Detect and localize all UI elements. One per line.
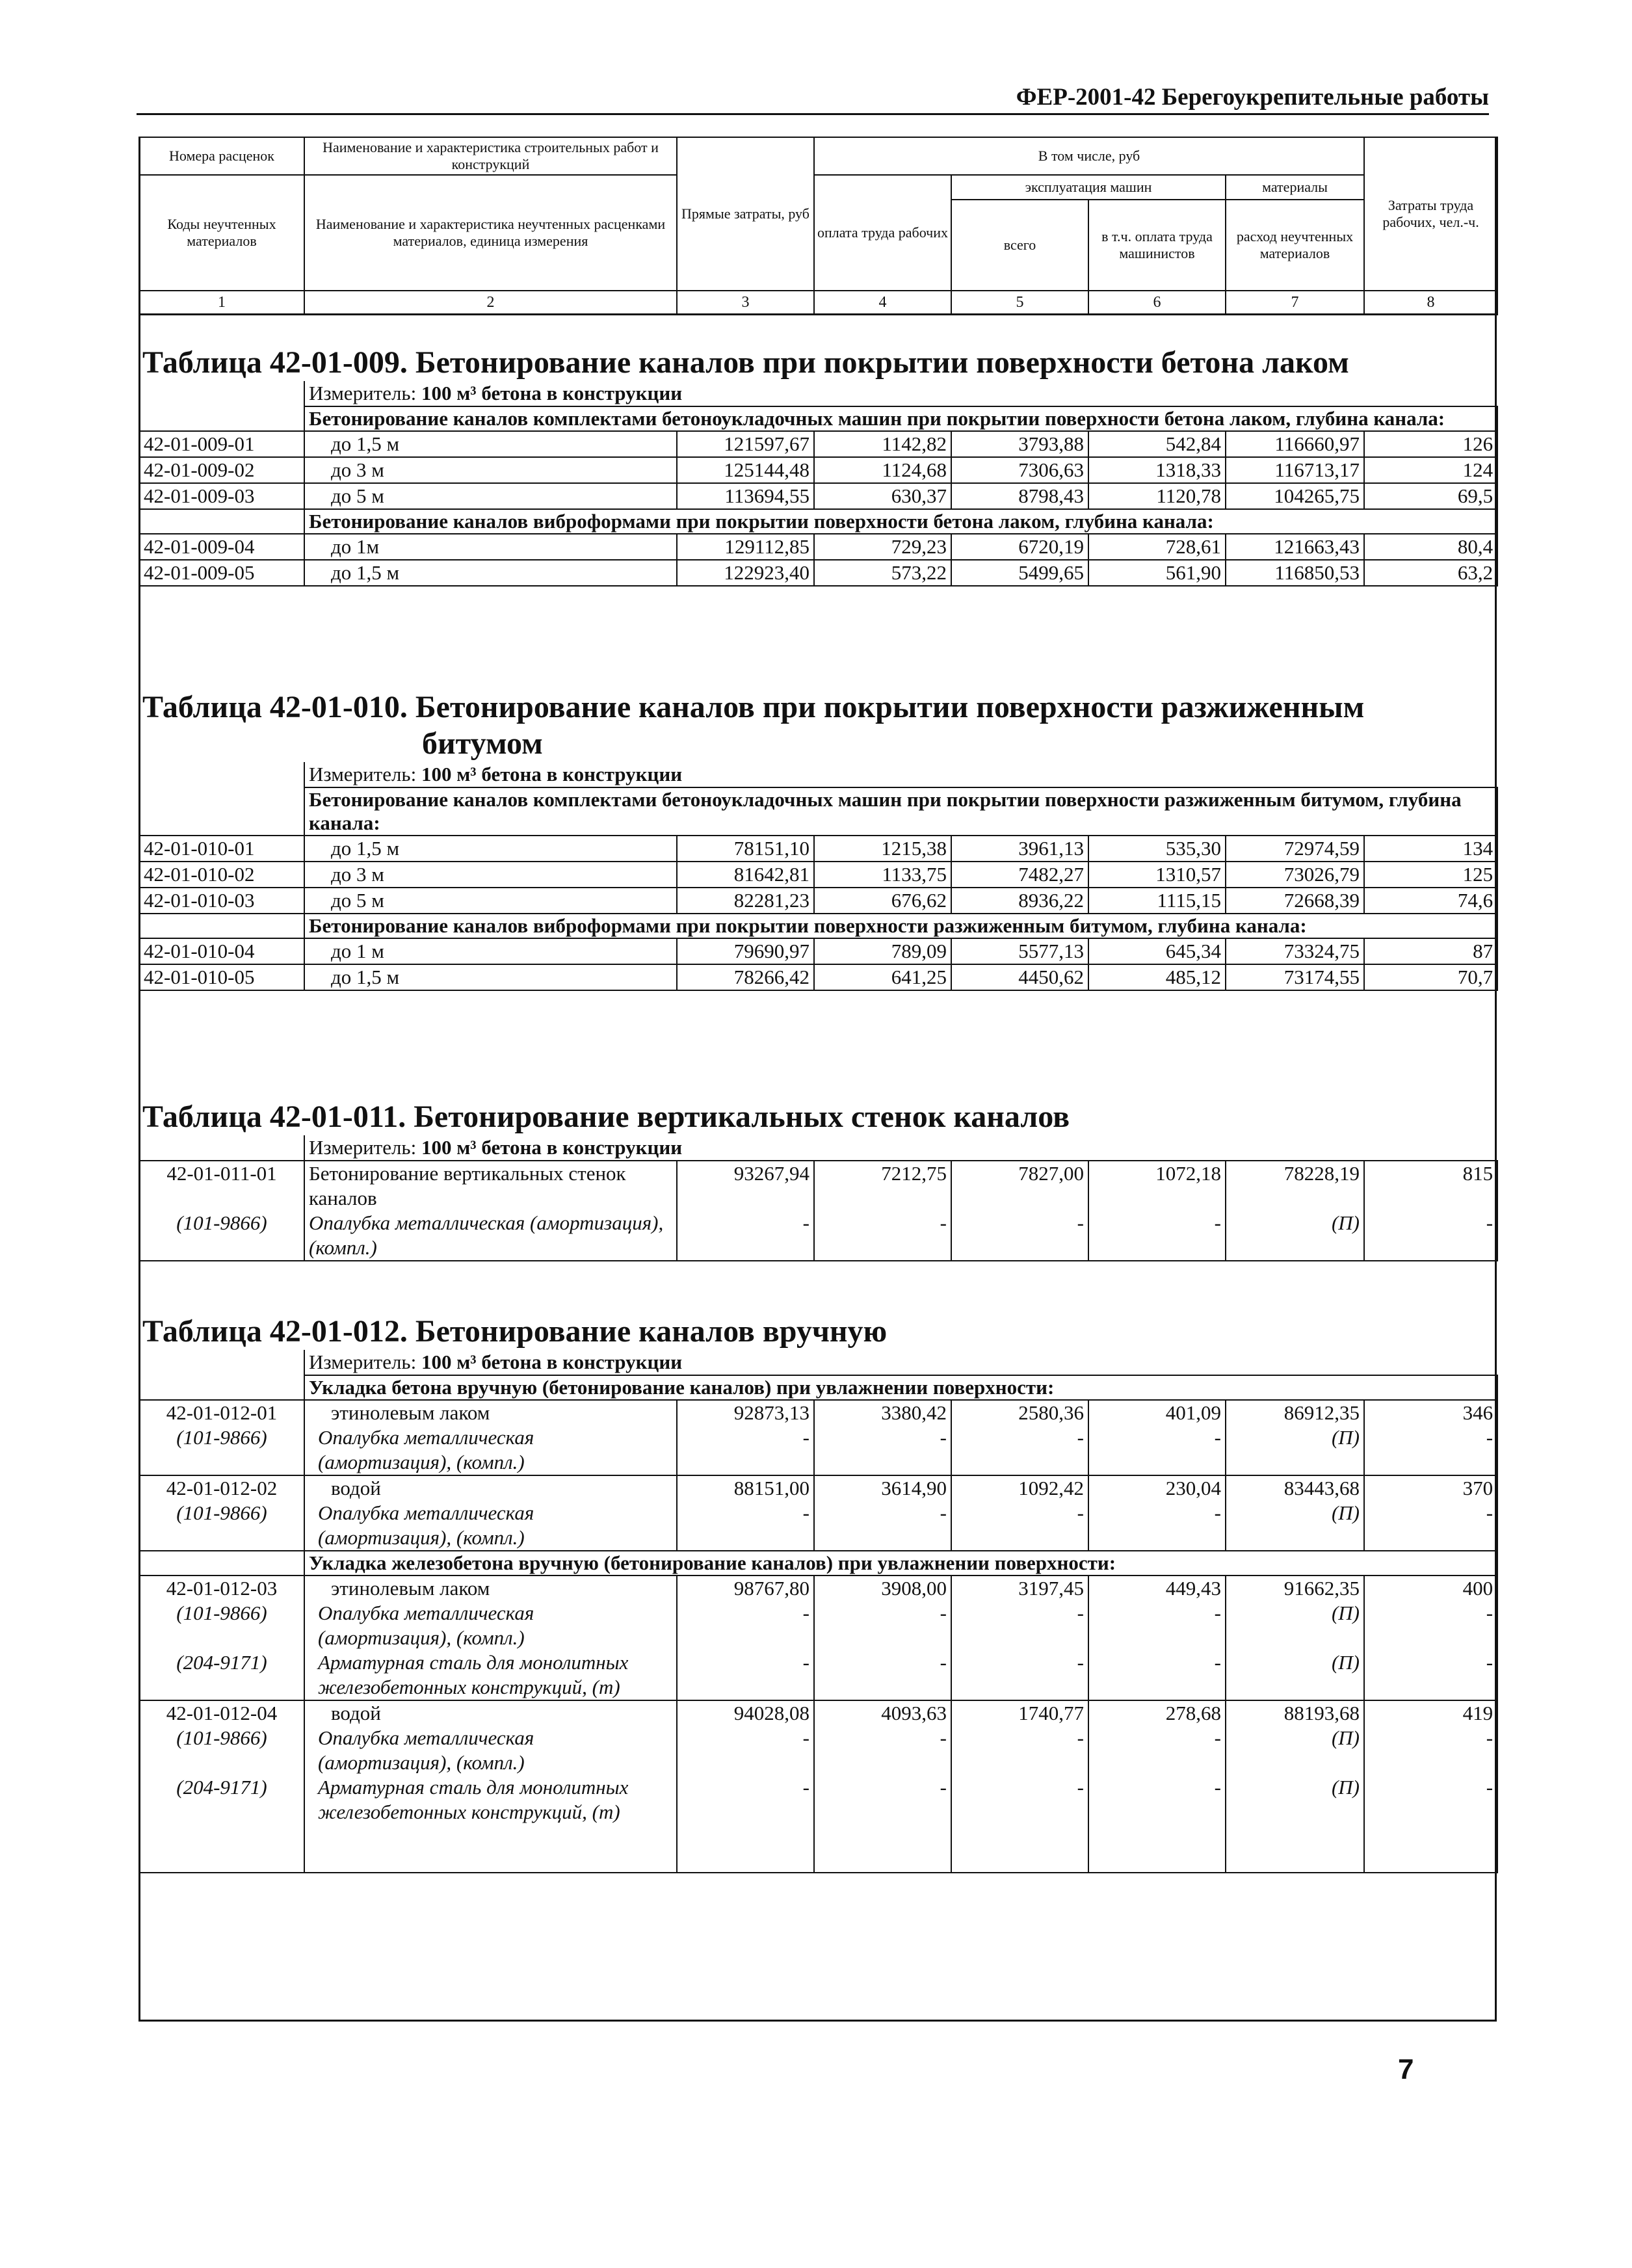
table-cell: - [1088, 1726, 1226, 1775]
table-cell: 419 [1364, 1700, 1497, 1726]
table-cell: 78151,10 [677, 836, 814, 862]
group-caption: Бетонирование каналов комплектами бетоноукладочных машин при покрытии поверхности бетона лаком, глубина канала: [304, 406, 1497, 431]
header-col3: Прямые затраты, руб [677, 137, 814, 291]
table-cell: до 1,5 м [304, 560, 677, 586]
table-cell: 91662,35 [1226, 1576, 1364, 1601]
table-row [139, 1576, 1497, 1601]
meter: Измеритель: 100 м³ бетона в конструкции [304, 762, 1497, 787]
table-cell: 3197,45 [951, 1576, 1088, 1601]
table-cell: 72974,59 [1226, 836, 1364, 862]
table-cell: - [951, 1775, 1088, 1873]
table-cell: 72668,39 [1226, 888, 1364, 914]
table-cell: 125144,48 [677, 457, 814, 483]
table-row [139, 862, 1497, 888]
table-cell: 230,04 [1088, 1475, 1226, 1501]
table-cell: - [1088, 1650, 1226, 1700]
table-cell: (101-9866) [139, 1211, 304, 1261]
data-table [138, 762, 1498, 991]
meter: Измеритель: 100 м³ бетона в конструкции [304, 1135, 1497, 1161]
table-cell: 92873,13 [677, 1400, 814, 1425]
table-cell: 3793,88 [951, 431, 1088, 457]
table-row [139, 1425, 1497, 1475]
table-row [139, 1700, 1497, 1726]
table-title: Таблица 42-01-012. Бетонирование каналов вручную [142, 1314, 888, 1349]
page-number: 7 [1398, 2053, 1414, 2085]
table-cell: - [814, 1601, 951, 1650]
meter: Измеритель: 100 м³ бетона в конструкции [304, 1350, 1497, 1375]
table-cell: - [1364, 1775, 1497, 1873]
table-cell: 63,2 [1364, 560, 1497, 586]
table-cell: 3380,42 [814, 1400, 951, 1425]
table-cell: (101-9866) [139, 1601, 304, 1650]
table-row [139, 1161, 1497, 1211]
table-cell [139, 1350, 304, 1375]
table-cell: 134 [1364, 836, 1497, 862]
table-cell: (101-9866) [139, 1726, 304, 1775]
table-cell: - [951, 1726, 1088, 1775]
table-cell: 42-01-010-02 [139, 862, 304, 888]
table-cell: (П) [1226, 1601, 1364, 1650]
table-cell: 573,22 [814, 560, 951, 586]
table-cell: 121597,67 [677, 431, 814, 457]
table-cell: этинолевым лаком [304, 1400, 677, 1425]
table-cell: 1318,33 [1088, 457, 1226, 483]
table-cell: (101-9866) [139, 1501, 304, 1551]
table-cell: 94028,08 [677, 1700, 814, 1726]
header-col2-bottom: Наименование и характеристика неучтенных расценками материалов, единица измерения [304, 175, 677, 291]
table-cell: 42-01-010-01 [139, 836, 304, 862]
group-caption: Бетонирование каналов комплектами бетоноукладочных машин при покрытии поверхности разжиженным битумом, глубина канала: [304, 787, 1497, 836]
table-cell: 3908,00 [814, 1576, 951, 1601]
table-row [139, 457, 1497, 483]
table-cell: Опалубка металлическая (амортизация), (компл.) [304, 1726, 677, 1775]
table-cell: 7482,27 [951, 862, 1088, 888]
table-cell: 124 [1364, 457, 1497, 483]
table-cell: 42-01-012-03 [139, 1576, 304, 1601]
table-cell: 3961,13 [951, 836, 1088, 862]
table-cell: до 1 м [304, 938, 677, 964]
table-cell: 116713,17 [1226, 457, 1364, 483]
col-num-7: 7 [1226, 291, 1364, 315]
table-cell: (204-9171) [139, 1775, 304, 1873]
table-cell: 113694,55 [677, 483, 814, 509]
table-cell: 630,37 [814, 483, 951, 509]
table-row [139, 1475, 1497, 1501]
table-title: Таблица 42-01-010. Бетонирование каналов при покрытии поверхности разжиженным битумом [142, 690, 1365, 761]
table-cell: 400 [1364, 1576, 1497, 1601]
table-cell: 1142,82 [814, 431, 951, 457]
col-num-1: 1 [139, 291, 304, 315]
table-row [139, 1775, 1497, 1873]
table-cell: - [951, 1425, 1088, 1475]
table-cell: до 3 м [304, 457, 677, 483]
table-cell: 42-01-009-02 [139, 457, 304, 483]
table-cell: - [1364, 1601, 1497, 1650]
table-cell: этинолевым лаком [304, 1576, 677, 1601]
table-cell: 104265,75 [1226, 483, 1364, 509]
table-cell: - [1364, 1425, 1497, 1475]
col-num-3: 3 [677, 291, 814, 315]
table-cell: 485,12 [1088, 964, 1226, 990]
table-cell: 74,6 [1364, 888, 1497, 914]
table-cell: 42-01-010-05 [139, 964, 304, 990]
table-cell: 116850,53 [1226, 560, 1364, 586]
table-42-01-011 [138, 1099, 1497, 1261]
table-row [139, 888, 1497, 914]
table-cell: 789,09 [814, 938, 951, 964]
group-caption: Укладка железобетона вручную (бетонирование каналов) при увлажнении поверхности: [304, 1551, 1497, 1576]
group-caption: Укладка бетона вручную (бетонирование каналов) при увлажнении поверхности: [304, 1375, 1497, 1400]
table-cell: до 1,5 м [304, 964, 677, 990]
table-cell: - [814, 1211, 951, 1261]
table-cell: 122923,40 [677, 560, 814, 586]
table-row [139, 1211, 1497, 1261]
table-cell: 42-01-012-01 [139, 1400, 304, 1425]
table-cell: 278,68 [1088, 1700, 1226, 1726]
table-cell: (П) [1226, 1425, 1364, 1475]
table-cell: - [1088, 1775, 1226, 1873]
table-cell: Арматурная сталь для монолитных железобетонных конструкций, (т) [304, 1650, 677, 1700]
table-cell: Опалубка металлическая (амортизация), (компл.) [304, 1501, 677, 1551]
table-cell: (П) [1226, 1775, 1364, 1873]
table-cell: 42-01-012-02 [139, 1475, 304, 1501]
meter: Измеритель: 100 м³ бетона в конструкции [304, 381, 1497, 406]
group-caption: Бетонирование каналов виброформами при покрытии поверхности бетона лаком, глубина канала: [304, 509, 1497, 534]
table-cell: 1310,57 [1088, 862, 1226, 888]
table-cell: 728,61 [1088, 534, 1226, 560]
group-caption: Бетонирование каналов виброформами при покрытии поверхности разжиженным битумом, глубина канала: [304, 914, 1497, 938]
table-cell [139, 762, 304, 787]
table-cell: 93267,94 [677, 1161, 814, 1211]
header-col1-bottom: Коды неучтенных материалов [139, 175, 304, 291]
table-cell: (П) [1226, 1726, 1364, 1775]
table-cell: - [1364, 1726, 1497, 1775]
table-cell: 88193,68 [1226, 1700, 1364, 1726]
table-cell: 78228,19 [1226, 1161, 1364, 1211]
table-cell: 1133,75 [814, 862, 951, 888]
header-col6: в т.ч. оплата труда машинистов [1088, 200, 1226, 291]
table-cell: 2580,36 [951, 1400, 1088, 1425]
table-cell: 815 [1364, 1161, 1497, 1211]
table-cell: - [677, 1650, 814, 1700]
table-cell [139, 381, 304, 406]
table-cell: 87 [1364, 938, 1497, 964]
table-cell: 346 [1364, 1400, 1497, 1425]
header-col2-top: Наименование и характеристика строительных работ и конструкций [304, 137, 677, 175]
table-cell: Арматурная сталь для монолитных железобетонных конструкций, (т) [304, 1775, 677, 1873]
table-title: Таблица 42-01-009. Бетонирование каналов при покрытии поверхности бетона лаком [142, 345, 1349, 380]
table-cell: 7306,63 [951, 457, 1088, 483]
table-cell: - [1364, 1501, 1497, 1551]
table-cell: - [677, 1601, 814, 1650]
table-cell: - [1364, 1650, 1497, 1700]
table-cell: - [677, 1501, 814, 1551]
header-group: В том числе, руб [814, 137, 1364, 175]
table-cell: Бетонирование вертикальных стенок каналов [304, 1161, 677, 1211]
table-cell: - [951, 1501, 1088, 1551]
col-num-6: 6 [1088, 291, 1226, 315]
table-cell: 73324,75 [1226, 938, 1364, 964]
table-cell: 449,43 [1088, 1576, 1226, 1601]
table-cell: 125 [1364, 862, 1497, 888]
table-cell: 42-01-010-03 [139, 888, 304, 914]
table-cell: до 3 м [304, 862, 677, 888]
table-cell: 1120,78 [1088, 483, 1226, 509]
table-cell: (204-9171) [139, 1650, 304, 1700]
table-42-01-009 [138, 345, 1497, 587]
col-num-2: 2 [304, 291, 677, 315]
data-table [138, 1135, 1498, 1261]
table-cell: 70,7 [1364, 964, 1497, 990]
table-cell: 79690,97 [677, 938, 814, 964]
table-cell: 641,25 [814, 964, 951, 990]
table-cell: - [1088, 1425, 1226, 1475]
table-cell: 401,09 [1088, 1400, 1226, 1425]
table-cell: - [814, 1501, 951, 1551]
table-cell: (П) [1226, 1501, 1364, 1551]
table-cell: 78266,42 [677, 964, 814, 990]
table-cell: 42-01-009-01 [139, 431, 304, 457]
table-cell: (101-9866) [139, 1425, 304, 1475]
col-num-8: 8 [1364, 291, 1497, 315]
table-cell: 1740,77 [951, 1700, 1088, 1726]
table-title: Таблица 42-01-011. Бетонирование вертикальных стенок каналов [142, 1100, 1070, 1134]
table-cell: 3614,90 [814, 1475, 951, 1501]
table-cell: - [814, 1775, 951, 1873]
table-row [139, 560, 1497, 586]
data-table [138, 1350, 1498, 1873]
table-cell: 83443,68 [1226, 1475, 1364, 1501]
table-cell: водой [304, 1700, 677, 1726]
table-cell [139, 1375, 304, 1400]
table-cell: Опалубка металлическая (амортизация), (компл.) [304, 1211, 677, 1261]
header-col8: Затраты труда рабочих, чел.-ч. [1364, 137, 1497, 291]
table-cell: 1215,38 [814, 836, 951, 862]
table-row [139, 483, 1497, 509]
table-cell: 676,62 [814, 888, 951, 914]
table-cell: до 1,5 м [304, 431, 677, 457]
table-cell: - [1088, 1501, 1226, 1551]
table-cell: до 5 м [304, 483, 677, 509]
table-cell: - [814, 1726, 951, 1775]
table-cell: - [814, 1650, 951, 1700]
table-cell: 69,5 [1364, 483, 1497, 509]
table-cell: - [951, 1601, 1088, 1650]
table-cell: 42-01-009-04 [139, 534, 304, 560]
table-cell: 645,34 [1088, 938, 1226, 964]
table-cell: до 1,5 м [304, 836, 677, 862]
table-cell: 121663,43 [1226, 534, 1364, 560]
header-machines: эксплуатация машин [951, 175, 1226, 200]
header-col7: расход неучтенных материалов [1226, 200, 1364, 291]
table-cell: 4093,63 [814, 1700, 951, 1726]
table-cell: 82281,23 [677, 888, 814, 914]
table-cell: 73026,79 [1226, 862, 1364, 888]
table-row [139, 534, 1497, 560]
table-cell: 42-01-009-05 [139, 560, 304, 586]
table-cell: 88151,00 [677, 1475, 814, 1501]
table-cell: до 1м [304, 534, 677, 560]
col-num-5: 5 [951, 291, 1088, 315]
table-cell: 7827,00 [951, 1161, 1088, 1211]
table-cell: 129112,85 [677, 534, 814, 560]
table-row [139, 836, 1497, 862]
header-col5: всего [951, 200, 1088, 291]
table-cell: 1072,18 [1088, 1161, 1226, 1211]
table-cell: 542,84 [1088, 431, 1226, 457]
table-cell: (П) [1226, 1650, 1364, 1700]
table-cell: 42-01-011-01 [139, 1161, 304, 1211]
table-cell: 8936,22 [951, 888, 1088, 914]
table-cell: 370 [1364, 1475, 1497, 1501]
table-cell: 5499,65 [951, 560, 1088, 586]
table-cell: - [951, 1650, 1088, 1700]
table-cell [139, 914, 304, 938]
table-cell: водой [304, 1475, 677, 1501]
table-42-01-010 [138, 689, 1497, 991]
table-cell: 81642,81 [677, 862, 814, 888]
table-cell: 80,4 [1364, 534, 1497, 560]
table-cell [139, 1135, 304, 1161]
table-cell: - [677, 1726, 814, 1775]
table-cell: 6720,19 [951, 534, 1088, 560]
header-col4: оплата труда рабочих [814, 175, 951, 291]
table-cell: 42-01-010-04 [139, 938, 304, 964]
table-cell [139, 509, 304, 534]
table-row [139, 1501, 1497, 1551]
data-table [138, 381, 1498, 587]
table-row [139, 1601, 1497, 1650]
table-cell: - [677, 1775, 814, 1873]
table-cell: Опалубка металлическая (амортизация), (компл.) [304, 1425, 677, 1475]
table-cell: - [677, 1425, 814, 1475]
document-title: ФЕР-2001-42 Берегоукрепительные работы [1016, 84, 1489, 111]
table-cell: 42-01-012-04 [139, 1700, 304, 1726]
table-cell: 729,23 [814, 534, 951, 560]
table-cell: 561,90 [1088, 560, 1226, 586]
table-cell: до 5 м [304, 888, 677, 914]
table-cell: 98767,80 [677, 1576, 814, 1601]
table-cell: 86912,35 [1226, 1400, 1364, 1425]
table-cell: - [1088, 1211, 1226, 1261]
table-cell: 73174,55 [1226, 964, 1364, 990]
table-cell: - [1364, 1211, 1497, 1261]
table-cell: 7212,75 [814, 1161, 951, 1211]
table-cell: - [951, 1211, 1088, 1261]
table-cell: - [1088, 1601, 1226, 1650]
col-num-4: 4 [814, 291, 951, 315]
table-cell [139, 406, 304, 431]
table-cell [139, 787, 304, 836]
table-row [139, 1400, 1497, 1425]
table-row [139, 431, 1497, 457]
table-row [139, 964, 1497, 990]
table-cell: - [814, 1425, 951, 1475]
table-row [139, 938, 1497, 964]
table-cell: 126 [1364, 431, 1497, 457]
table-cell: 8798,43 [951, 483, 1088, 509]
table-cell: - [677, 1211, 814, 1261]
column-header-table [138, 137, 1498, 315]
table-cell: 1092,42 [951, 1475, 1088, 1501]
page-header [137, 83, 1489, 115]
table-cell [139, 1551, 304, 1576]
table-cell: 1115,15 [1088, 888, 1226, 914]
header-materials: материалы [1226, 175, 1364, 200]
table-cell: 1124,68 [814, 457, 951, 483]
table-cell: 535,30 [1088, 836, 1226, 862]
table-row [139, 1726, 1497, 1775]
header-col1-top: Номера расценок [139, 137, 304, 175]
table-cell: 116660,97 [1226, 431, 1364, 457]
table-cell: Опалубка металлическая (амортизация), (компл.) [304, 1601, 677, 1650]
table-cell: (П) [1226, 1211, 1364, 1261]
table-42-01-012 [138, 1313, 1497, 1873]
table-row [139, 1650, 1497, 1700]
table-cell: 4450,62 [951, 964, 1088, 990]
table-cell: 5577,13 [951, 938, 1088, 964]
table-cell: 42-01-009-03 [139, 483, 304, 509]
